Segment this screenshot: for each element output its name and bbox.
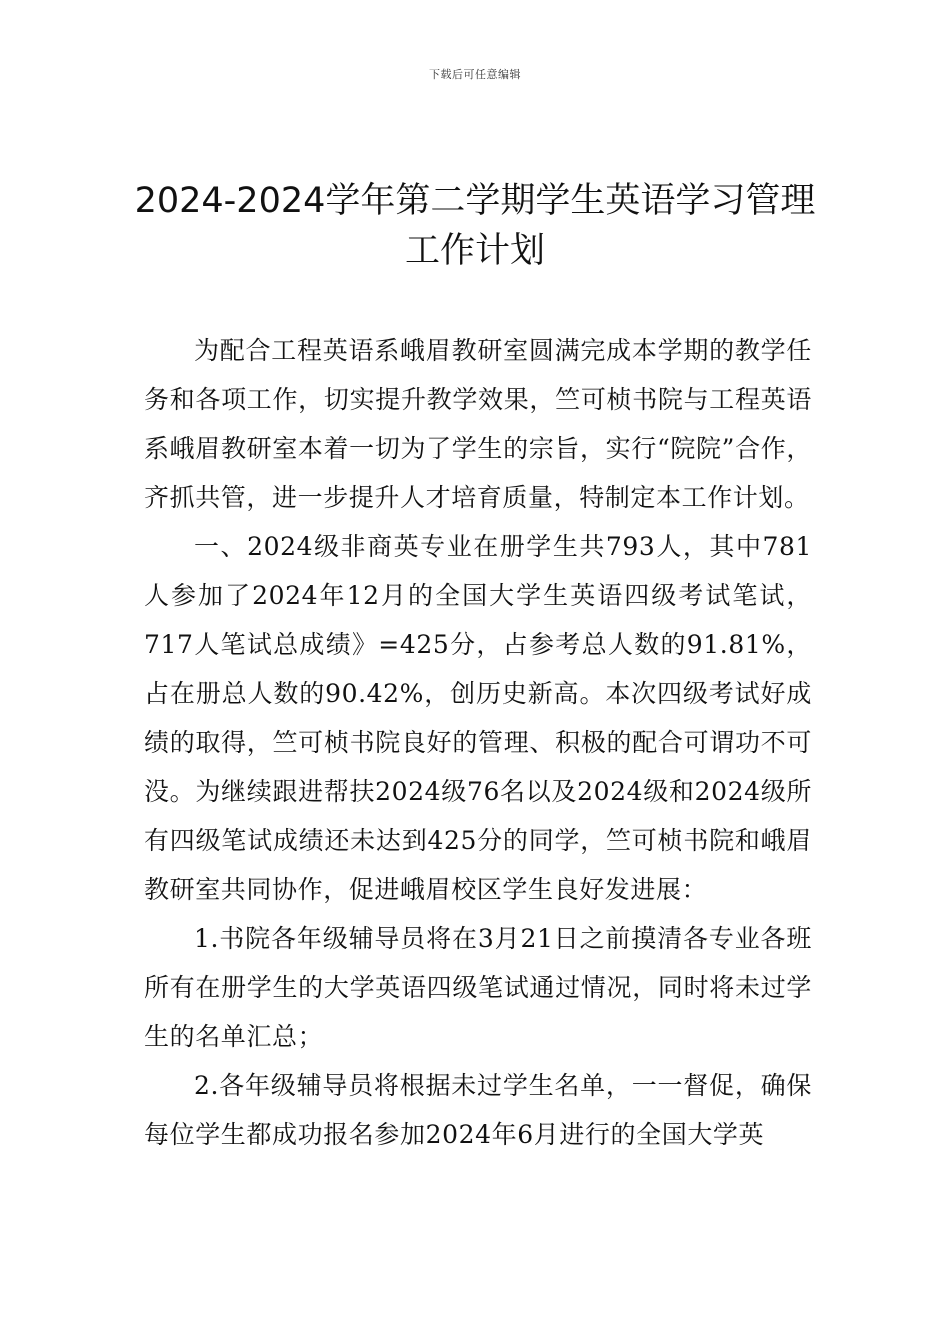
paragraph-item-2: 2.各年级辅导员将根据未过学生名单，一一督促，确保每位学生都成功报名参加2024年6月进行的全国大学英 [144, 1071, 812, 1149]
paragraph-intro: 为配合工程英语系峨眉教研室圆满完成本学期的教学任务和各项工作，切实提升教学效果，竺可桢书院与工程英语系峨眉教研室本着一切为了学生的宗旨，实行“院院”合作，齐抓共管，进一步提升人才培育质量，特制定本工作计划。 [144, 336, 812, 512]
paragraph-item-1: 1.书院各年级辅导员将在3月21日之前摸清各专业各班所有在册学生的大学英语四级笔试通过情况，同时将未过学生的名单汇总； [144, 924, 812, 1051]
page-header-note: 下载后可任意编辑 [429, 68, 521, 81]
paragraph-section-one: 一、2024级非商英专业在册学生共793人，其中781人参加了2024年12月的全国大学生英语四级考试笔试，717人笔试总成绩》=425分，占参考总人数的91.81%，占在册总人数的90.42%，创历史新高。本次四级考试好成绩的取得，竺可桢书院良好的管理、积极的配合可谓功不可没。为继续跟进帮扶2024级76名以及2024级和2024级所有四级笔试成绩还未达到425分的同学，竺可桢书院和峨眉教研室共同协作，促进峨眉校区学生良好发进展： [144, 532, 812, 904]
document-title: 2024-2024学年第二学期学生英语学习管理工作计划 [134, 181, 816, 271]
document-body [144, 326, 812, 1159]
